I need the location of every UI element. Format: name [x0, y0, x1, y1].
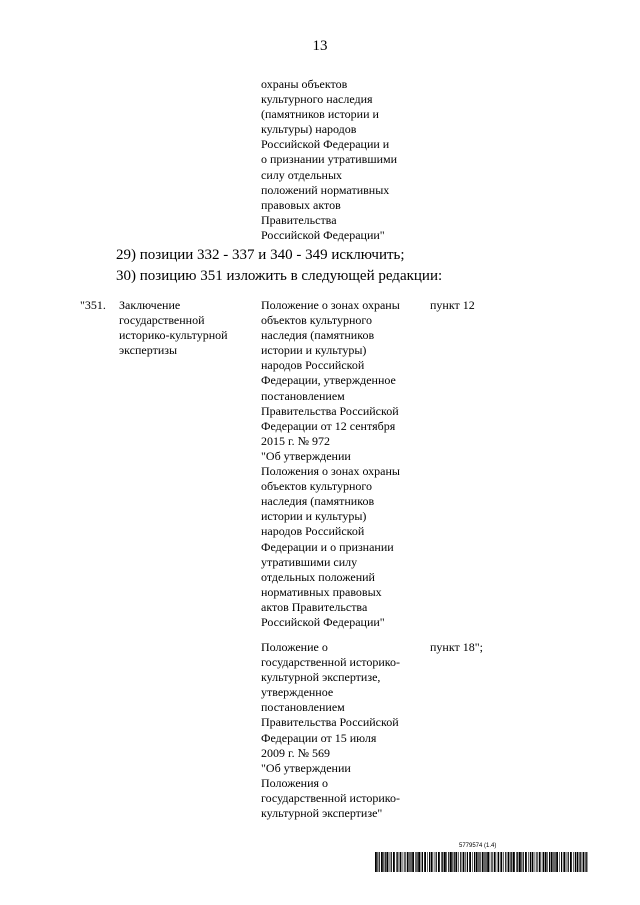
table-document-1: Положение о зонах охраны объектов культурного наследия (памятников истории и культуры) народов Российской Федерации, утвержденное постановлением Правительства Российской Федерации от 12 сентября 2015 г. № 972 "Об утверждении Положения о зонах охраны объектов культурного наследия (памятников истории и культуры) народов Российской Федерации и о признании утратившими силу отдельных положений нормативных правовых актов Правительства Российской Федерации" [261, 298, 400, 629]
table-row-number: "351. [80, 298, 106, 312]
barcode-text: 5779574 (1.4) [459, 843, 497, 849]
item-29: 29) позиции 332 - 337 и 340 - 349 исключить; [116, 247, 405, 263]
table-row-name: Заключение государственной историко-культурной экспертизы [119, 298, 228, 358]
table-document-2: Положение о государственной историко- культурной экспертизе, утвержденное постановлением Правительства Российской Федерации от 15 июля 2009 г. № 569 "Об утверждении Положения о государственной историко- культурной экспертизе" [261, 640, 400, 821]
page-number: 13 [312, 38, 328, 54]
item-30: 30) позицию 351 изложить в следующей редакции: [116, 268, 443, 284]
continuation-text: охраны объектов культурного наследия (памятников истории и культуры) народов Российской Федерации и о признании утратившими силу отдельных положений нормативных правовых актов Правительства Российской Федерации" [261, 77, 398, 242]
barcode [375, 852, 589, 872]
table-point-2: пункт 18"; [430, 640, 483, 654]
table-point-1: пункт 12 [430, 298, 475, 312]
